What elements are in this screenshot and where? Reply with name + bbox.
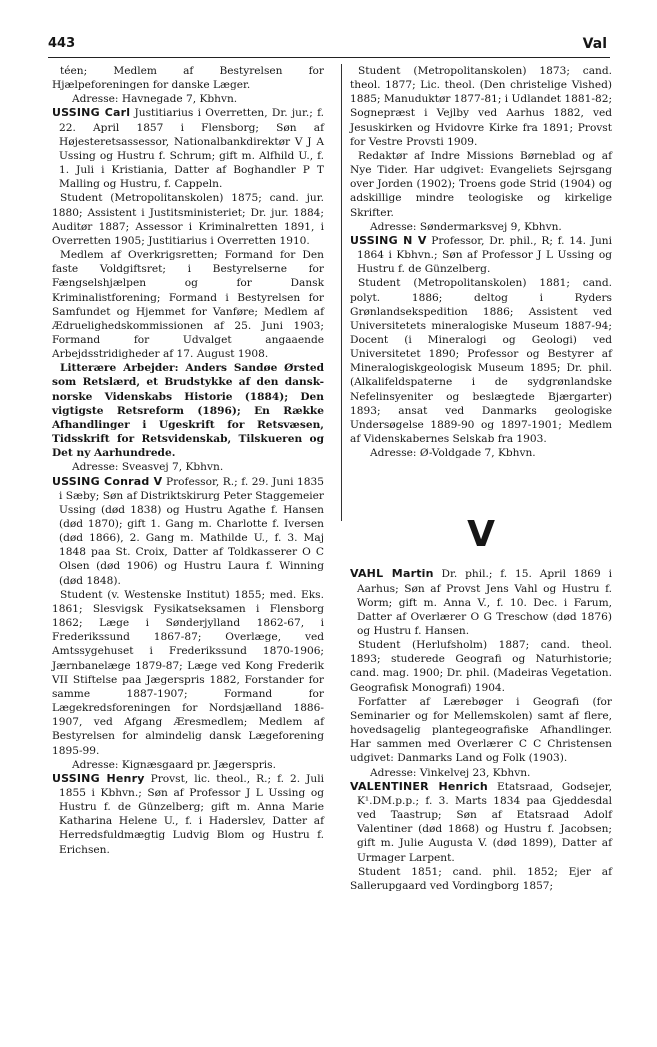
- address-line: Adresse: Vinkelvej 23, Kbhvn.: [370, 766, 531, 779]
- column-divider: [341, 64, 342, 521]
- paragraph: Student (Metropolitanskolen) 1875; cand. jur. 1880; Assistent i Justitsministeriet; Dr. jur. 1884; Auditør 1887; Assessor i Kriminalretten 1891, i Overretten 1905; Justitiarius i Overretten 1910.: [52, 192, 324, 247]
- biography-entry: [52, 772, 324, 857]
- biography-entry: [350, 567, 612, 638]
- address-line: Adresse: Sveasvej 7, Kbhvn.: [72, 461, 224, 474]
- right-column-top: [350, 64, 612, 460]
- entry-text: Etatsraad, Godsejer, K¹.DM.p.p.; f. 3. Marts 1834 paa Gjeddesdal ved Taastrup; Søn af Etatsraad Adolf Valentiner (død 1868) og Hustru f. Jacobsen; gift m. Julie Augusta V. (død 1899), Datter af Urmager Larpent.: [357, 780, 612, 864]
- address-line: Adresse: Kignæsgaard pr. Jægerspris.: [72, 758, 276, 771]
- entry-text: Dr. phil.; f. 15. April 1869 i Aarhus; Søn af Provst Jens Vahl og Hustru f. Worm; gift m. Anna V., f. 10. Dec. i Farum, Datter af Overlærer O G Treschow (død 1876) og Hustru f. Hansen.: [357, 568, 612, 637]
- entry-headword: USSING Conrad V: [52, 474, 163, 488]
- paragraph: Student (Metropolitanskolen) 1881; cand. polyt. 1886; deltog i Ryders Grønlandsekspedition 1886; Assistent ved Universitetets mineralogiske Museum 1887-94; Docent (i Mineralogi og Geologi) ved Universitetet 1890; Professor og Bestyrer af Mineralogiskgeologisk Museum 1895; Dr. phil. (Alkalifeldspaterne i de sydgrønlandske Nefelinsyeniter og beslægtede Bjærgarter) 1893; ansat ved Danmarks geologiske Undersøgelse 1889-90 og 1897-1901; Medlem af Videnskabernes Selskab fra 1903.: [350, 277, 612, 446]
- biography-entry: [52, 475, 324, 588]
- paragraph: Student (v. Westenske Institut) 1855; med. Eks. 1861; Slesvigsk Fysikatseksamen i Flensborg 1862; Læge i Sønderjylland 1862-67, i Frederikssund 1867-87; Overlæge, ved Amtssygehuset i Frederikssund 1870-1906; Jærnbanelæge 1879-87; Læge ved Kong Frederik VII Stiftelse paa Jægerspris 1882, Forstander for samme 1887-1907; Formand for Lægekredsforeningen for Nordsjælland 1886-1907, ved Afgang Æresmedlem; Medlem af Bestyrelsen for almindelig dansk Lægeforening 1895-99.: [52, 588, 324, 757]
- running-header: [48, 36, 607, 54]
- paragraph: Student (Herlufsholm) 1887; cand. theol. 1893; studerede Geografi og Naturhistorie; cand. mag. 1900; Dr. phil. (Madeiras Vegetation. Geografisk Monografi) 1904.: [350, 639, 612, 694]
- biography-entry: [52, 106, 324, 191]
- header-rule: [48, 57, 610, 58]
- entry-headword: VALENTINER Henrich: [350, 779, 488, 793]
- entry-text: Professor, R.; f. 29. Juni 1835 i Sæby; Søn af Distriktskirurg Peter Staggemeier Ussing (død 1838) og Hustru Agathe f. Hansen (død 1870); gift 1. Gang m. Charlotte f. Iversen (død 1866), 2. Gang m. Mathilde U., f. 3. Maj 1848 paa St. Croix, Datter af Toldkasserer O C Olsen (død 1906) og Hustru Laura f. Winning (død 1848).: [59, 475, 324, 587]
- entry-headword: USSING N V: [350, 233, 427, 247]
- address-line: Adresse: Havnegade 7, Kbhvn.: [72, 93, 238, 106]
- page-number: 443: [48, 36, 76, 51]
- right-column-bottom: [350, 567, 612, 893]
- running-title: Val: [582, 36, 607, 52]
- left-column: [52, 64, 324, 857]
- paragraph: téen; Medlem af Bestyrelsen for Hjælpeforeningen for danske Læger.: [52, 65, 324, 92]
- address-line: Adresse: Ø-Voldgade 7, Kbhvn.: [370, 447, 536, 460]
- address-line: Adresse: Søndermarksvej 9, Kbhvn.: [370, 220, 562, 233]
- entry-headword: USSING Carl: [52, 106, 131, 120]
- biography-entry: [350, 780, 612, 865]
- letter-heading: V: [467, 514, 495, 556]
- paragraph: Forfatter af Lærebøger i Geografi (for Seminarier og for Mellemskolen) samt af flere, hovedsagelig plantegeografiske Afhandlinger. Har sammen med Overlærer C C Christensen udgivet: Danmarks Land og Folk (1903).: [350, 695, 612, 765]
- entry-text: Justitiarius i Overretten, Dr. jur.; f. 22. April 1857 i Flensborg; Søn af Højesteretsassessor, Nationalbankdirektør V J A Ussing og Hustru f. Schrum; gift m. Alfhild U., f. 1. Juli i Kristiania, Datter af Boghandler P T Malling og Hustru, f. Cappeln.: [59, 107, 324, 191]
- right-column: [350, 64, 612, 893]
- biography-entry: [350, 234, 612, 276]
- entry-text: Professor, Dr. phil., R; f. 14. Juni 1864 i Kbhvn.; Søn af Professor J L Ussing og Hustru f. de Günzelberg.: [357, 234, 612, 276]
- paragraph: Medlem af Overkrigsretten; Formand for Den faste Voldgiftsret; i Bestyrelserne for Fængselshjælpen og for Dansk Kriminalistforening; Formand i Bestyrelsen for Samfundet og Hjemmet for Vanføre; Medlem af Ædruelighedskommissionen af 25. Juni 1903; Formand for Udvalget angaaende Arbejdsstridigheder af 17. August 1908.: [52, 249, 324, 361]
- paragraph: Student (Metropolitanskolen) 1873; cand. theol. 1877; Lic. theol. (Den christelige Vished) 1885; Manuduktør 1877-81; i Udlandet 1881-82; Sognepræst i Vejlby ved Aarhus 1882, ved Jesuskirken og Hvidovre Kirke fra 1891; Provst for Vestre Provsti 1909.: [350, 65, 613, 148]
- entry-headword: VAHL Martin: [350, 567, 434, 581]
- paragraph: Student 1851; cand. phil. 1852; Ejer af Sallerupgaard ved Vordingborg 1857;: [350, 865, 612, 892]
- entry-text: Provst, lic. theol., R.; f. 2. Juli 1855 i Kbhvn.; Søn af Professor J L Ussing og Hustru f. de Günzelberg; gift m. Anna Marie Katharina Helene U., f. i Haderslev, Datter af Herredsfuldmægtig Ludvig Blom og Hustru f. Erichsen.: [59, 772, 324, 856]
- paragraph: Redaktør af Indre Missions Børneblad og af Nye Tider. Har udgivet: Evangeliets Sejrsgang over Jorden (1902); Troens gode Strid (1904) og adskillige mindre teologiske og kirkelige Skrifter.: [350, 149, 612, 219]
- paragraph: Litterære Arbejder: Anders Sandøe Ørsted som Retslærd, et Brudstykke af den dansk-norske Videnskabs Historie (1884); Den vigtigste Retsreform (1896); En Række Afhandlinger i Ugeskrift for Retsvæsen, Tidsskrift for Retsvidenskab, Tilskueren og Det ny Aarhundrede.: [52, 362, 324, 460]
- entry-headword: USSING Henry: [52, 771, 145, 785]
